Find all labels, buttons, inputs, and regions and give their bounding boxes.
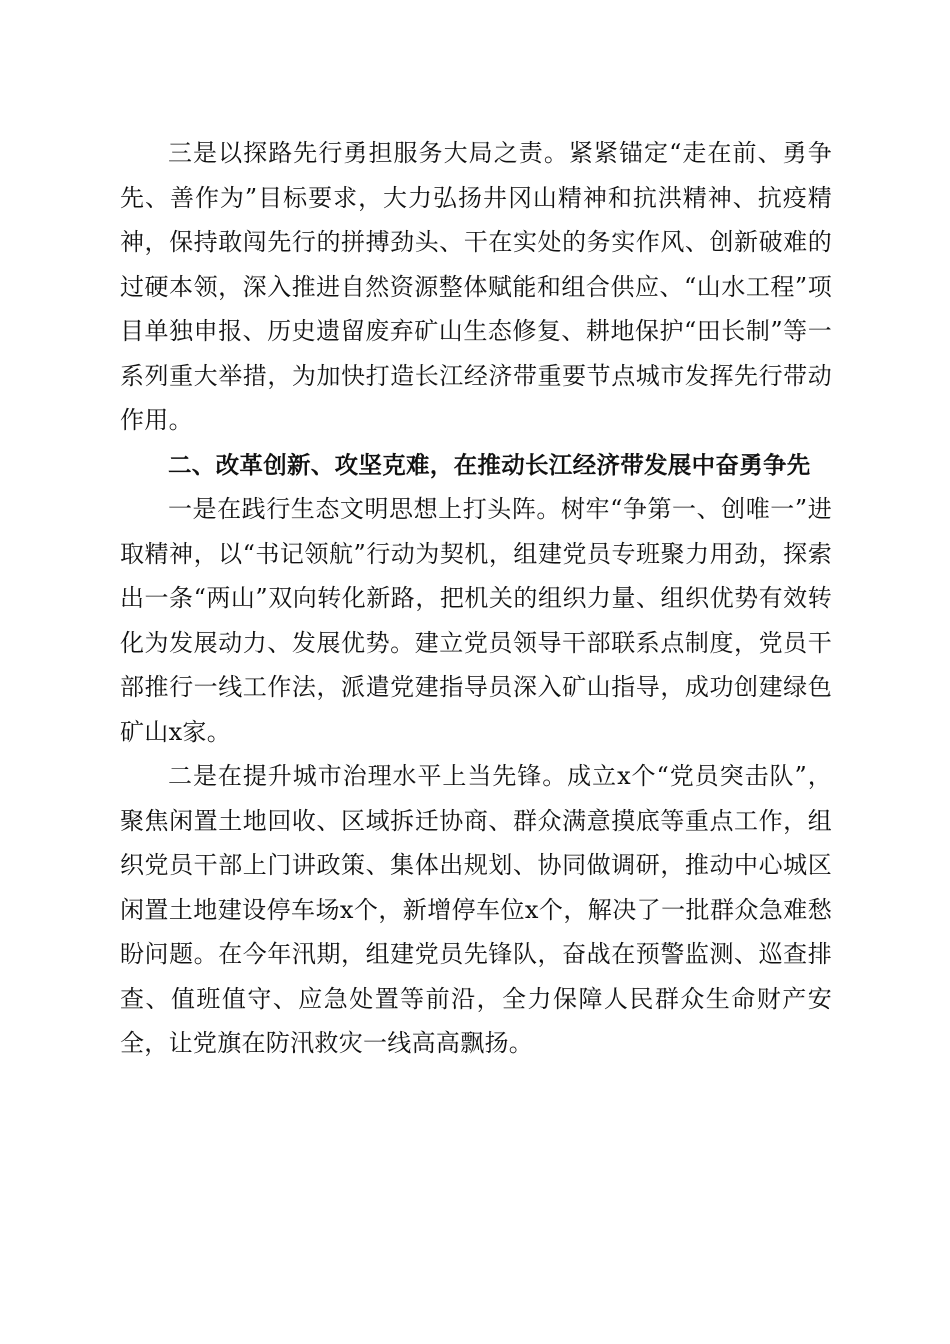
paragraph-urban-governance: 二是在提升城市治理水平上当先锋。成立x个“党员突击队”，聚焦闲置土地回收、区域拆迁协商、群众满意摸底等重点工作，组织党员干部上门讲政策、集体出规划、协同做调研，推动中心城区闲置土地建设停车场x个，新增停车位x个，解决了一批群众急难愁盼问题。在今年汛期，组建党员先锋队，奋战在预警监测、巡查排查、值班值守、应急处置等前沿，全力保障人民群众生命财产安全，让党旗在防汛救灾一线高高飘扬。 [120,762,832,1057]
section-heading-reform: 二、改革创新、攻坚克难，在推动长江经济带发展中奋勇争先 [168,450,811,479]
paragraph-service-overall: 三是以探路先行勇担服务大局之责。紧紧锚定“走在前、勇争先、善作为”目标要求，大力弘扬井冈山精神和抗洪精神、抗疫精神，保持敢闯先行的拼搏劲头、干在实处的务实作风、创新破难的过硬本领，深入推进自然资源整体赋能和组合供应、“山水工程”项目单独申报、历史遗留废弃矿山生态修复、耕地保护“田长制”等一系列重大举措，为加快打造长江经济带重要节点城市发挥先行带动作用。 [120,139,832,434]
document-body [120,131,832,1066]
paragraph-ecological-civilization: 一是在践行生态文明思想上打头阵。树牢“争第一、创唯一”进取精神，以“书记领航”行动为契机，组建党员专班聚力用劲，探索出一条“两山”双向转化新路，把机关的组织力量、组织优势有效转化为发展动力、发展优势。建立党员领导干部联系点制度，党员干部推行一线工作法，派遣党建指导员深入矿山指导，成功创建绿色矿山x家。 [120,495,832,746]
